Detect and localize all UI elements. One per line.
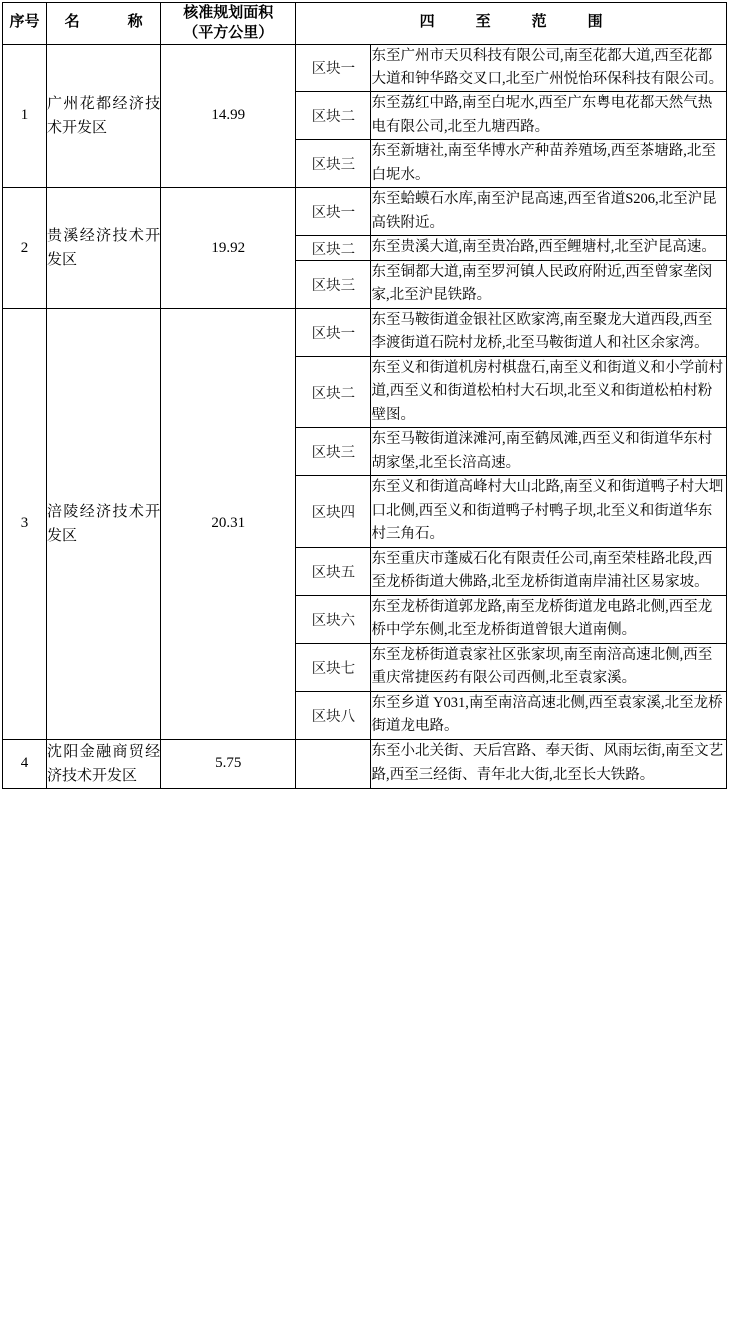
table-row	[3, 308, 727, 356]
cell-block-label: 区块一	[296, 188, 371, 236]
cell-area: 19.92	[161, 188, 296, 308]
table-header-row	[3, 3, 727, 45]
cell-index: 1	[3, 44, 47, 188]
cell-boundary-range: 东至龙桥街道郭龙路,南至龙桥街道龙电路北侧,西至龙桥中学东侧,北至龙桥街道曾银大道南侧。	[371, 595, 727, 643]
cell-index: 4	[3, 739, 47, 788]
column-header-name: 名 称	[47, 3, 161, 45]
cell-block-label	[296, 739, 371, 788]
cell-block-label: 区块三	[296, 260, 371, 308]
cell-block-label: 区块一	[296, 308, 371, 356]
cell-zone-name: 涪陵经济技术开发区	[47, 308, 161, 739]
cell-block-label: 区块一	[296, 44, 371, 92]
table-row	[3, 739, 727, 788]
column-header-area	[161, 3, 296, 45]
cell-block-label: 区块五	[296, 547, 371, 595]
cell-block-label: 区块六	[296, 595, 371, 643]
cell-boundary-range: 东至贵溪大道,南至贵冶路,西至鲤塘村,北至沪昆高速。	[371, 236, 727, 260]
cell-zone-name: 广州花都经济技术开发区	[47, 44, 161, 188]
cell-boundary-range: 东至新塘社,南至华博水产种苗养殖场,西至茶塘路,北至白坭水。	[371, 140, 727, 188]
column-header-range: 四 至 范 围	[296, 3, 727, 45]
cell-block-label: 区块二	[296, 356, 371, 427]
cell-block-label: 区块二	[296, 236, 371, 260]
development-zone-table	[2, 2, 727, 789]
cell-block-label: 区块八	[296, 691, 371, 739]
cell-area: 5.75	[161, 739, 296, 788]
cell-area: 20.31	[161, 308, 296, 739]
cell-block-label: 区块四	[296, 476, 371, 547]
cell-boundary-range: 东至蛤蟆石水库,南至沪昆高速,西至省道S206,北至沪昆高铁附近。	[371, 188, 727, 236]
cell-index: 3	[3, 308, 47, 739]
cell-boundary-range: 东至铜都大道,南至罗河镇人民政府附近,西至曾家垄闵家,北至沪昆铁路。	[371, 260, 727, 308]
cell-boundary-range: 东至马鞍街道涞滩河,南至鹤凤滩,西至义和街道华东村胡家堡,北至长涪高速。	[371, 428, 727, 476]
cell-boundary-range: 东至义和街道高峰村大山北路,南至义和街道鸭子村大垇口北侧,西至义和街道鸭子村鸭子坝,北至义和街道华东村三角石。	[371, 476, 727, 547]
cell-boundary-range: 东至马鞍街道金银社区欧家湾,南至聚龙大道西段,西至李渡街道石院村龙桥,北至马鞍街道人和社区余家湾。	[371, 308, 727, 356]
cell-boundary-range: 东至荔红中路,南至白坭水,西至广东粤电花都天然气热电有限公司,北至九塘西路。	[371, 92, 727, 140]
cell-boundary-range: 东至乡道 Y031,南至南涪高速北侧,西至袁家溪,北至龙桥街道龙电路。	[371, 691, 727, 739]
cell-block-label: 区块三	[296, 428, 371, 476]
cell-block-label: 区块三	[296, 140, 371, 188]
cell-index: 2	[3, 188, 47, 308]
cell-boundary-range: 东至广州市天贝科技有限公司,南至花都大道,西至花都大道和钟华路交叉口,北至广州悦怡环保科技有限公司。	[371, 44, 727, 92]
column-header-area-line1: 核准规划面积	[183, 5, 274, 21]
cell-zone-name: 贵溪经济技术开发区	[47, 188, 161, 308]
table-row	[3, 188, 727, 236]
cell-block-label: 区块七	[296, 643, 371, 691]
cell-boundary-range: 东至小北关街、天后宫路、奉天街、风雨坛街,南至文艺路,西至三经街、青年北大街,北至长大铁路。	[371, 739, 727, 788]
cell-block-label: 区块二	[296, 92, 371, 140]
column-header-area-line2: （平方公里）	[183, 25, 274, 42]
cell-boundary-range: 东至龙桥街道袁家社区张家坝,南至南涪高速北侧,西至重庆常捷医药有限公司西侧,北至袁家溪。	[371, 643, 727, 691]
cell-area: 14.99	[161, 44, 296, 188]
cell-zone-name: 沈阳金融商贸经济技术开发区	[47, 739, 161, 788]
cell-boundary-range: 东至重庆市蓬威石化有限责任公司,南至荣桂路北段,西至龙桥街道大佛路,北至龙桥街道南岸浦社区易家坡。	[371, 547, 727, 595]
cell-boundary-range: 东至义和街道机房村棋盘石,南至义和街道义和小学前村道,西至义和街道松柏村大石坝,北至义和街道松柏村粉壁图。	[371, 356, 727, 427]
table-row	[3, 44, 727, 92]
column-header-index: 序号	[3, 3, 47, 45]
